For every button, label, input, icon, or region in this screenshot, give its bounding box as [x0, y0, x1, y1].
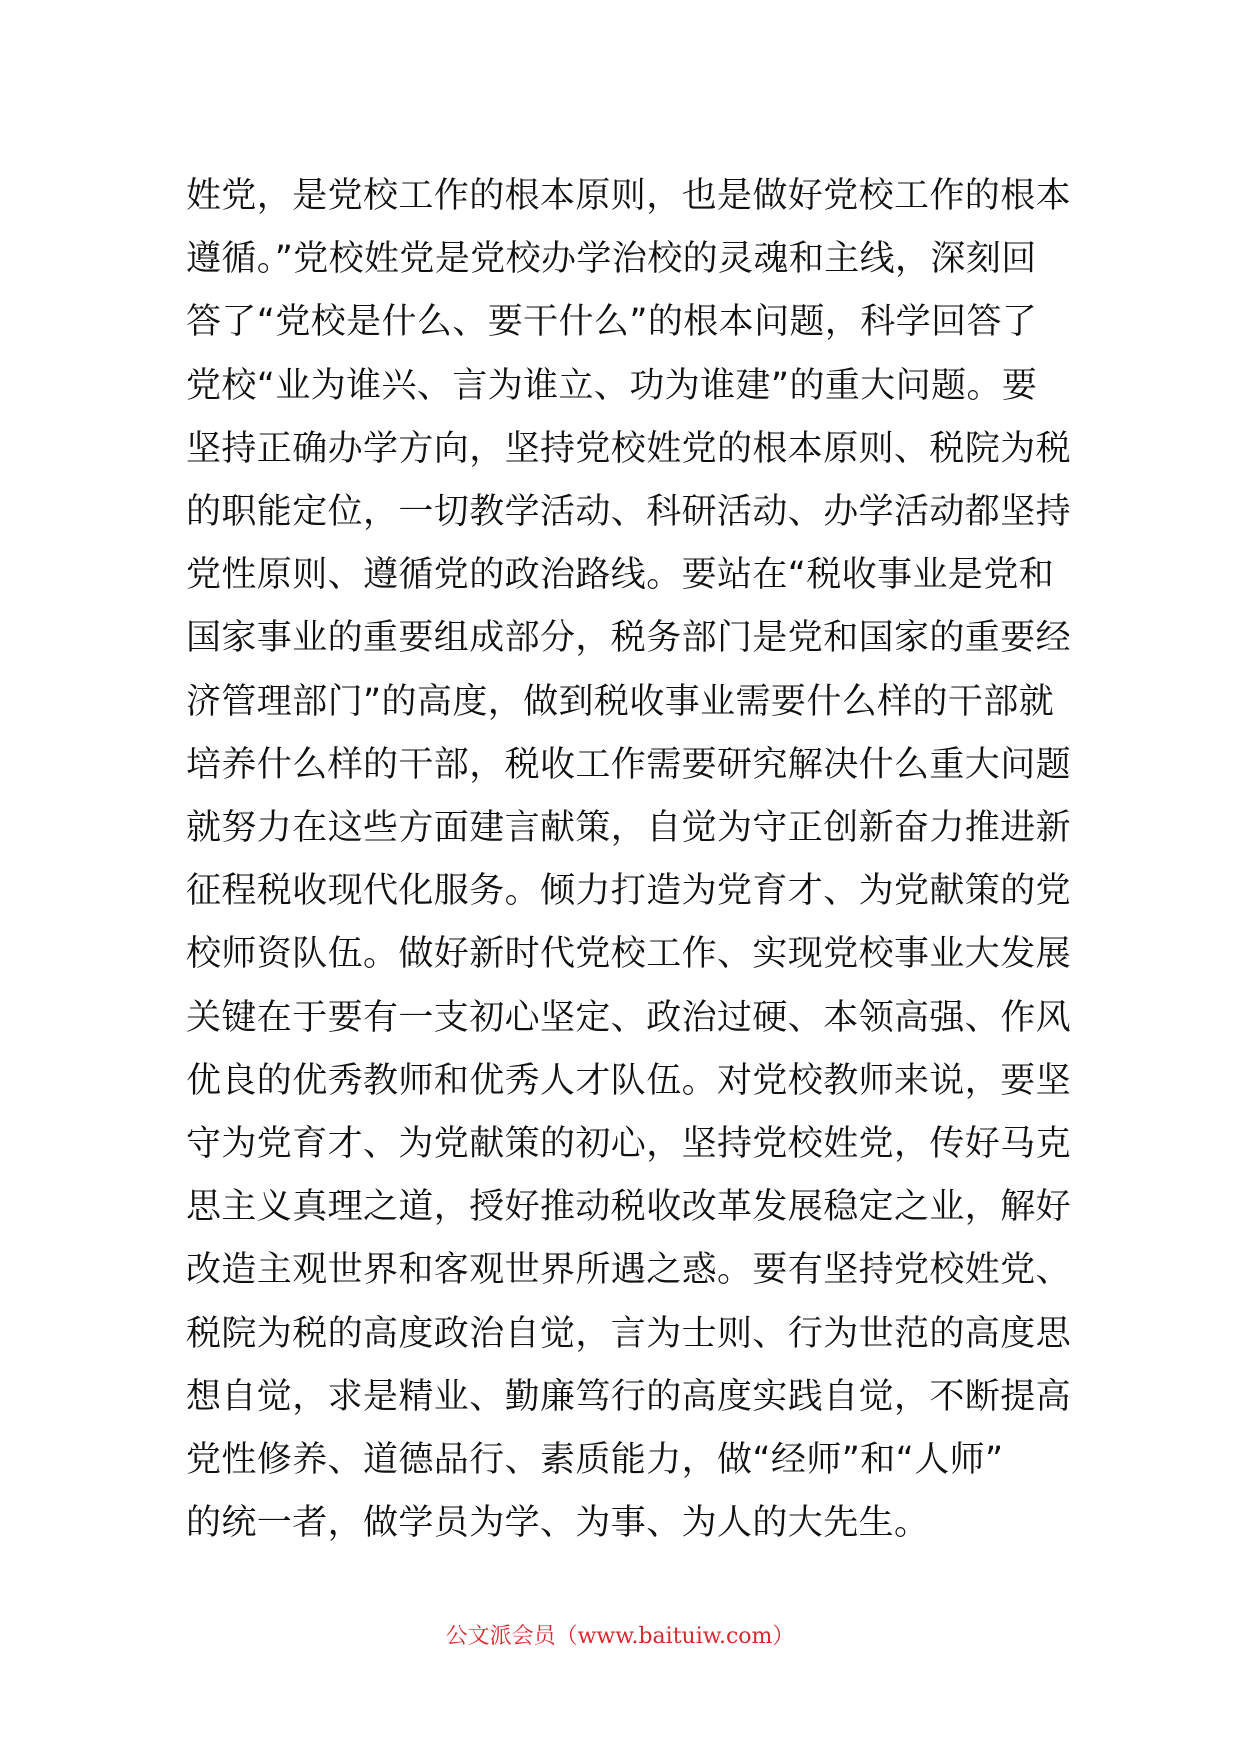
text-line: 改造主观世界和客观世界所遇之惑。要有坚持党校姓党、 [186, 1250, 1072, 1291]
text-line: 税院为税的高度政治自觉，言为士则、行为世范的高度思 [186, 1313, 1072, 1354]
text-line: 就努力在这些方面建言献策，自觉为守正创新奋力推进新 [186, 808, 1072, 849]
text-line: 思主义真理之道，授好推动税收改革发展稳定之业，解好 [186, 1187, 1072, 1228]
text-line: 的统一者，做学员为学、为事、为人的大先生。 [186, 1503, 930, 1544]
text-line: 征程税收现代化服务。倾力打造为党育才、为党献策的党 [186, 871, 1072, 912]
text-line: 遵循。”党校姓党是党校办学治校的灵魂和主线，深刻回 [186, 239, 1037, 280]
text-line: 关键在于要有一支初心坚定、政治过硬、本领高强、作风 [186, 997, 1072, 1038]
text-line: 的职能定位，一切教学活动、科研活动、办学活动都坚持 [186, 492, 1072, 533]
text-line: 济管理部门”的高度，做到税收事业需要什么样的干部就 [186, 681, 1055, 722]
footer-watermark: 公文派会员（www.baituiw.com） [445, 1624, 795, 1649]
text-line: 培养什么样的干部，税收工作需要研究解决什么重大问题 [186, 744, 1072, 785]
text-line: 答了“党校是什么、要干什么”的根本问题，科学回答了 [186, 302, 1038, 343]
text-line: 党校“业为谁兴、言为谁立、功为谁建”的重大问题。要 [186, 365, 1038, 406]
text-line: 姓党，是党校工作的根本原则，也是做好党校工作的根本 [186, 176, 1072, 216]
text-line: 党性原则、遵循党的政治路线。要站在“税收事业是党和 [186, 555, 1055, 596]
text-line: 优良的优秀教师和优秀人才队伍。对党校教师来说，要坚 [186, 1060, 1072, 1101]
text-line: 想自觉，求是精业、勤廉笃行的高度实践自觉，不断提高 [186, 1376, 1072, 1417]
text-line: 校师资队伍。做好新时代党校工作、实现党校事业大发展 [186, 934, 1072, 975]
text-line: 坚持正确办学方向，坚持党校姓党的根本原则、税院为税 [186, 428, 1072, 469]
body-paragraph [186, 165, 1072, 1555]
text-line: 国家事业的重要组成部分，税务部门是党和国家的重要经 [186, 618, 1072, 659]
text-line: 党性修养、道德品行、素质能力，做“经师”和“人师” [186, 1440, 1004, 1481]
text-line: 守为党育才、为党献策的初心，坚持党校姓党，传好马克 [186, 1124, 1072, 1165]
